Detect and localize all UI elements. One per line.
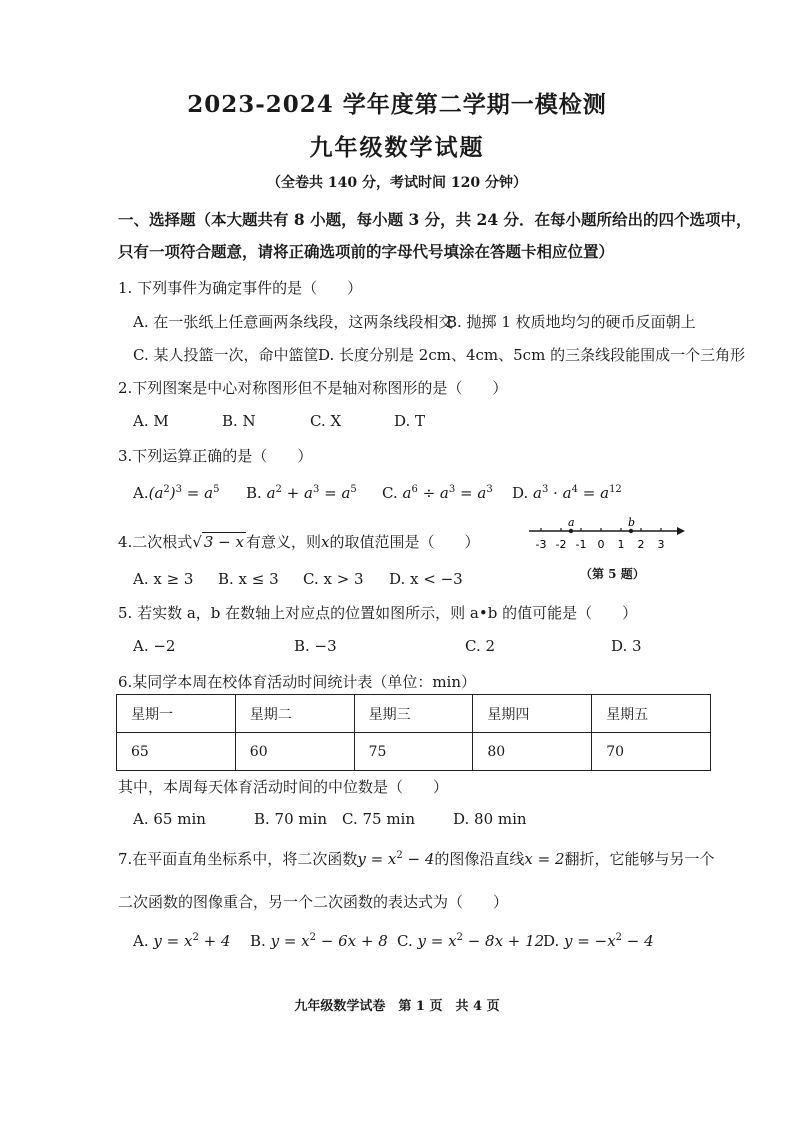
table-header-cell: 星期五 bbox=[592, 695, 711, 733]
table-header-row bbox=[117, 695, 711, 733]
activity-time-table bbox=[116, 694, 711, 771]
q1-option-c: C. 某人投篮一次，命中篮筐 bbox=[133, 346, 319, 364]
table-cell: 60 bbox=[235, 733, 354, 771]
q4-stem: 4.二次根式√ 3 − x 有意义，则x的取值范围是（ ） bbox=[118, 533, 480, 551]
q1-option-a: A. 在一张纸上任意画两条线段，这两条线段相交 bbox=[133, 313, 454, 331]
number-line-tick-label: 1 bbox=[617, 538, 625, 551]
q7-option-b: B. $y = x^2 - 6x + 8$ bbox=[250, 932, 388, 950]
q5-option-c: C. 2 bbox=[465, 637, 496, 655]
q3-stem: 3.下列运算正确的是（ ） bbox=[118, 447, 313, 465]
q4-option-b: B. x ≤ 3 bbox=[218, 570, 279, 588]
number-line-tick-label: -3 bbox=[535, 538, 547, 551]
table-cell: 80 bbox=[473, 733, 592, 771]
q7-option-a: A. $y = x^2 + 4$ bbox=[133, 932, 231, 950]
q7-option-d: D. $y = -x^2 - 4$ bbox=[543, 932, 654, 950]
table-header-cell: 星期二 bbox=[235, 695, 354, 733]
q6-follow-question: 其中，本周每天体育活动时间的中位数是（ ） bbox=[118, 778, 449, 796]
number-line-tick-label: 3 bbox=[657, 538, 665, 551]
number-line-arrow bbox=[677, 527, 685, 535]
table-header-cell: 星期四 bbox=[473, 695, 592, 733]
table-header-cell: 星期一 bbox=[117, 695, 236, 733]
q6-option-c: C. 75 min bbox=[342, 810, 416, 828]
q4-option-c: C. x > 3 bbox=[303, 570, 364, 588]
sqrt-symbol: √ 3 − x bbox=[192, 533, 244, 551]
q2-stem: 2.下列图案是中心对称图形但不是轴对称图形的是（ ） bbox=[118, 379, 508, 397]
q1-option-d: D. 长度分别是 2cm、4cm、5cm 的三条线段能围成一个三角形 bbox=[318, 346, 746, 364]
section-instructions-line1: 一、选择题（本大题共有 8 小题，每小题 3 分，共 24 分．在每小题所给出的四个选项中， bbox=[118, 210, 752, 229]
section-instructions-line2: 只有一项符合题意，请将正确选项前的字母代号填涂在答题卡相应位置） bbox=[118, 242, 615, 261]
q6-option-a: A. 65 min bbox=[133, 810, 206, 828]
exam-subject-title: 九年级数学试题 bbox=[309, 134, 485, 161]
point-a-marker bbox=[569, 529, 573, 533]
q3-option-a: $A.(a^2)^3 = a^5$ bbox=[133, 484, 220, 502]
figure-caption: （第 5 题） bbox=[580, 567, 645, 581]
exam-title: 2023-2024 学年度第二学期一模检测 bbox=[187, 91, 607, 118]
point-b-marker bbox=[629, 529, 633, 533]
q2-option-d: D. T bbox=[394, 412, 426, 430]
q5-stem: 5. 若实数 a，b 在数轴上对应点的位置如图所示，则 a•b 的值可能是（ ） bbox=[118, 604, 638, 622]
table-header-cell: 星期三 bbox=[354, 695, 473, 733]
q3-option-c: C. $a^6 \div a^3 = a^3$ bbox=[382, 484, 493, 502]
table-cell: 70 bbox=[592, 733, 711, 771]
q6-option-d: D. 80 min bbox=[453, 810, 527, 828]
number-line-tick-label: -1 bbox=[575, 538, 587, 551]
q5-option-a: A. −2 bbox=[133, 637, 176, 655]
number-line-tick-label: 0 bbox=[597, 538, 605, 551]
q2-option-a: A. M bbox=[133, 412, 169, 430]
q5-option-d: D. 3 bbox=[611, 637, 642, 655]
q5-option-b: B. −3 bbox=[294, 637, 337, 655]
page-footer: 九年级数学试卷 第 1 页 共 4 页 bbox=[294, 999, 500, 1014]
q2-option-c: C. X bbox=[310, 412, 342, 430]
q1-option-b: B. 抛掷 1 枚质地均匀的硬币反面朝上 bbox=[446, 313, 696, 331]
exam-subtitle: （全卷共 140 分，考试时间 120 分钟） bbox=[267, 175, 527, 191]
q7-option-c: C. $y = x^2 - 8x + 12$ bbox=[397, 932, 545, 950]
table-row bbox=[117, 733, 711, 771]
table-cell: 65 bbox=[117, 733, 236, 771]
q3-option-d: D. $a^3 \cdot a^4 = a^{12}$ bbox=[512, 484, 622, 502]
number-line-tick-label: 2 bbox=[637, 538, 645, 551]
q2-option-b: B. N bbox=[222, 412, 256, 430]
q4-option-a: A. x ≥ 3 bbox=[133, 570, 194, 588]
point-b-label: b bbox=[628, 517, 636, 529]
number-line-tick-label: -2 bbox=[555, 538, 567, 551]
q4-option-d: D. x < −3 bbox=[389, 570, 463, 588]
q6-stem: 6.某同学本周在校体育活动时间统计表（单位：min） bbox=[118, 673, 476, 691]
q7-stem-line1: 7.在平面直角坐标系中，将二次函数$y = x^2 - 4$的图像沿直线x = 2翻折，它能够与另一个 bbox=[118, 850, 715, 868]
q1-stem: 1. 下列事件为确定事件的是（ ） bbox=[118, 279, 363, 297]
q6-option-b: B. 70 min bbox=[254, 810, 328, 828]
q3-option-b: B. $a^2 + a^3 = a^5$ bbox=[246, 484, 357, 502]
table-cell: 75 bbox=[354, 733, 473, 771]
point-a-label: a bbox=[568, 517, 575, 529]
q7-stem-line2: 二次函数的图像重合，另一个二次函数的表达式为（ ） bbox=[118, 893, 509, 911]
